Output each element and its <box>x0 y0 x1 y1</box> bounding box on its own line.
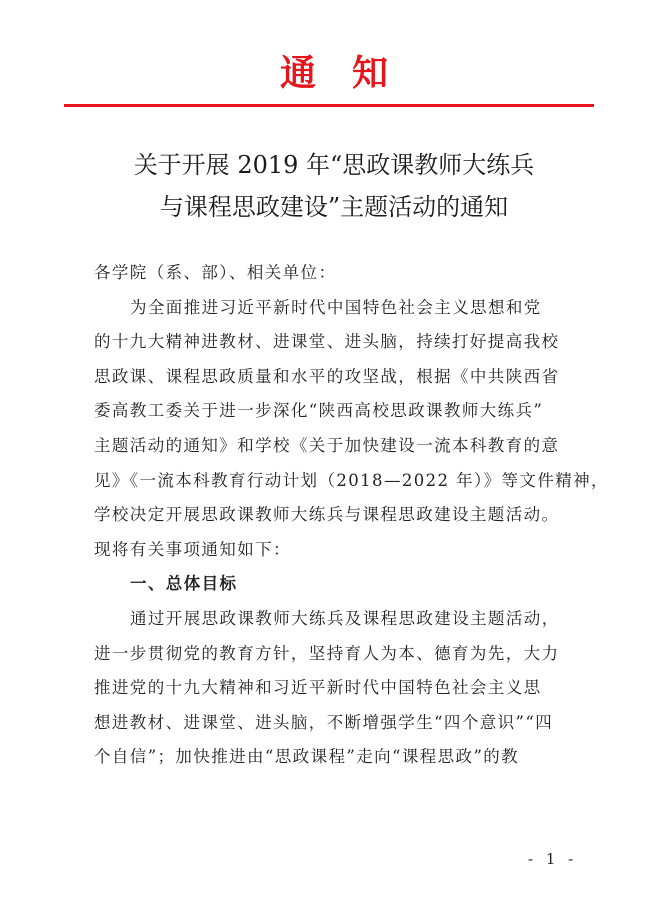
paragraph-line: 想进教材、进课堂、进头脑，不断增强学生“四个意识”“四 <box>94 712 554 732</box>
notice-header-title: 通知 <box>279 53 424 94</box>
paragraph-line: 为全面推进习近平新时代中国特色社会主义思想和党 <box>130 297 542 317</box>
document-body <box>94 256 609 775</box>
document-title <box>0 144 668 228</box>
paragraph-line: 现将有关事项通知如下： <box>94 539 291 559</box>
paragraph-line: 的十九大精神进教材、进课堂、进头脑，持续打好提高我校 <box>94 332 560 352</box>
paragraph-line: 主题活动的通知》和学校《关于加快建设一流本科教育的意 <box>94 435 560 455</box>
document-title-line-2: 与课程思政建设”主题活动的通知 <box>159 193 509 221</box>
paragraph-line: 通过开展思政课教师大练兵及课程思政建设主题活动， <box>130 608 560 628</box>
paragraph-line: 个自信”；加快推进由“思政课程”走向“课程思政”的教 <box>94 747 520 767</box>
red-divider-line <box>64 104 594 107</box>
paragraph-line: 见》《一流本科教育行动计划（2018—2022 年）》等文件精神， <box>94 470 609 490</box>
paragraph-line: 学校决定开展思政课教师大练兵与课程思政建设主题活动。 <box>94 505 560 525</box>
section-heading: 一、总体目标 <box>130 574 238 594</box>
page-number: - 1 - <box>528 850 578 868</box>
salutation: 各学院（系、部）、相关单位： <box>94 263 337 282</box>
paragraph-line: 思政课、课程思政质量和水平的攻坚战，根据《中共陕西省 <box>94 366 560 386</box>
document-title-line-1: 关于开展 2019 年“思政课教师大练兵 <box>133 151 535 179</box>
paragraph-line: 进一步贯彻党的教育方针，坚持育人为本、德育为先，大力 <box>94 643 560 663</box>
paragraph-line: 推进党的十九大精神和习近平新时代中国特色社会主义思 <box>94 678 542 698</box>
paragraph-line: 委高教工委关于进一步深化“陕西高校思政课教师大练兵” <box>94 401 544 421</box>
